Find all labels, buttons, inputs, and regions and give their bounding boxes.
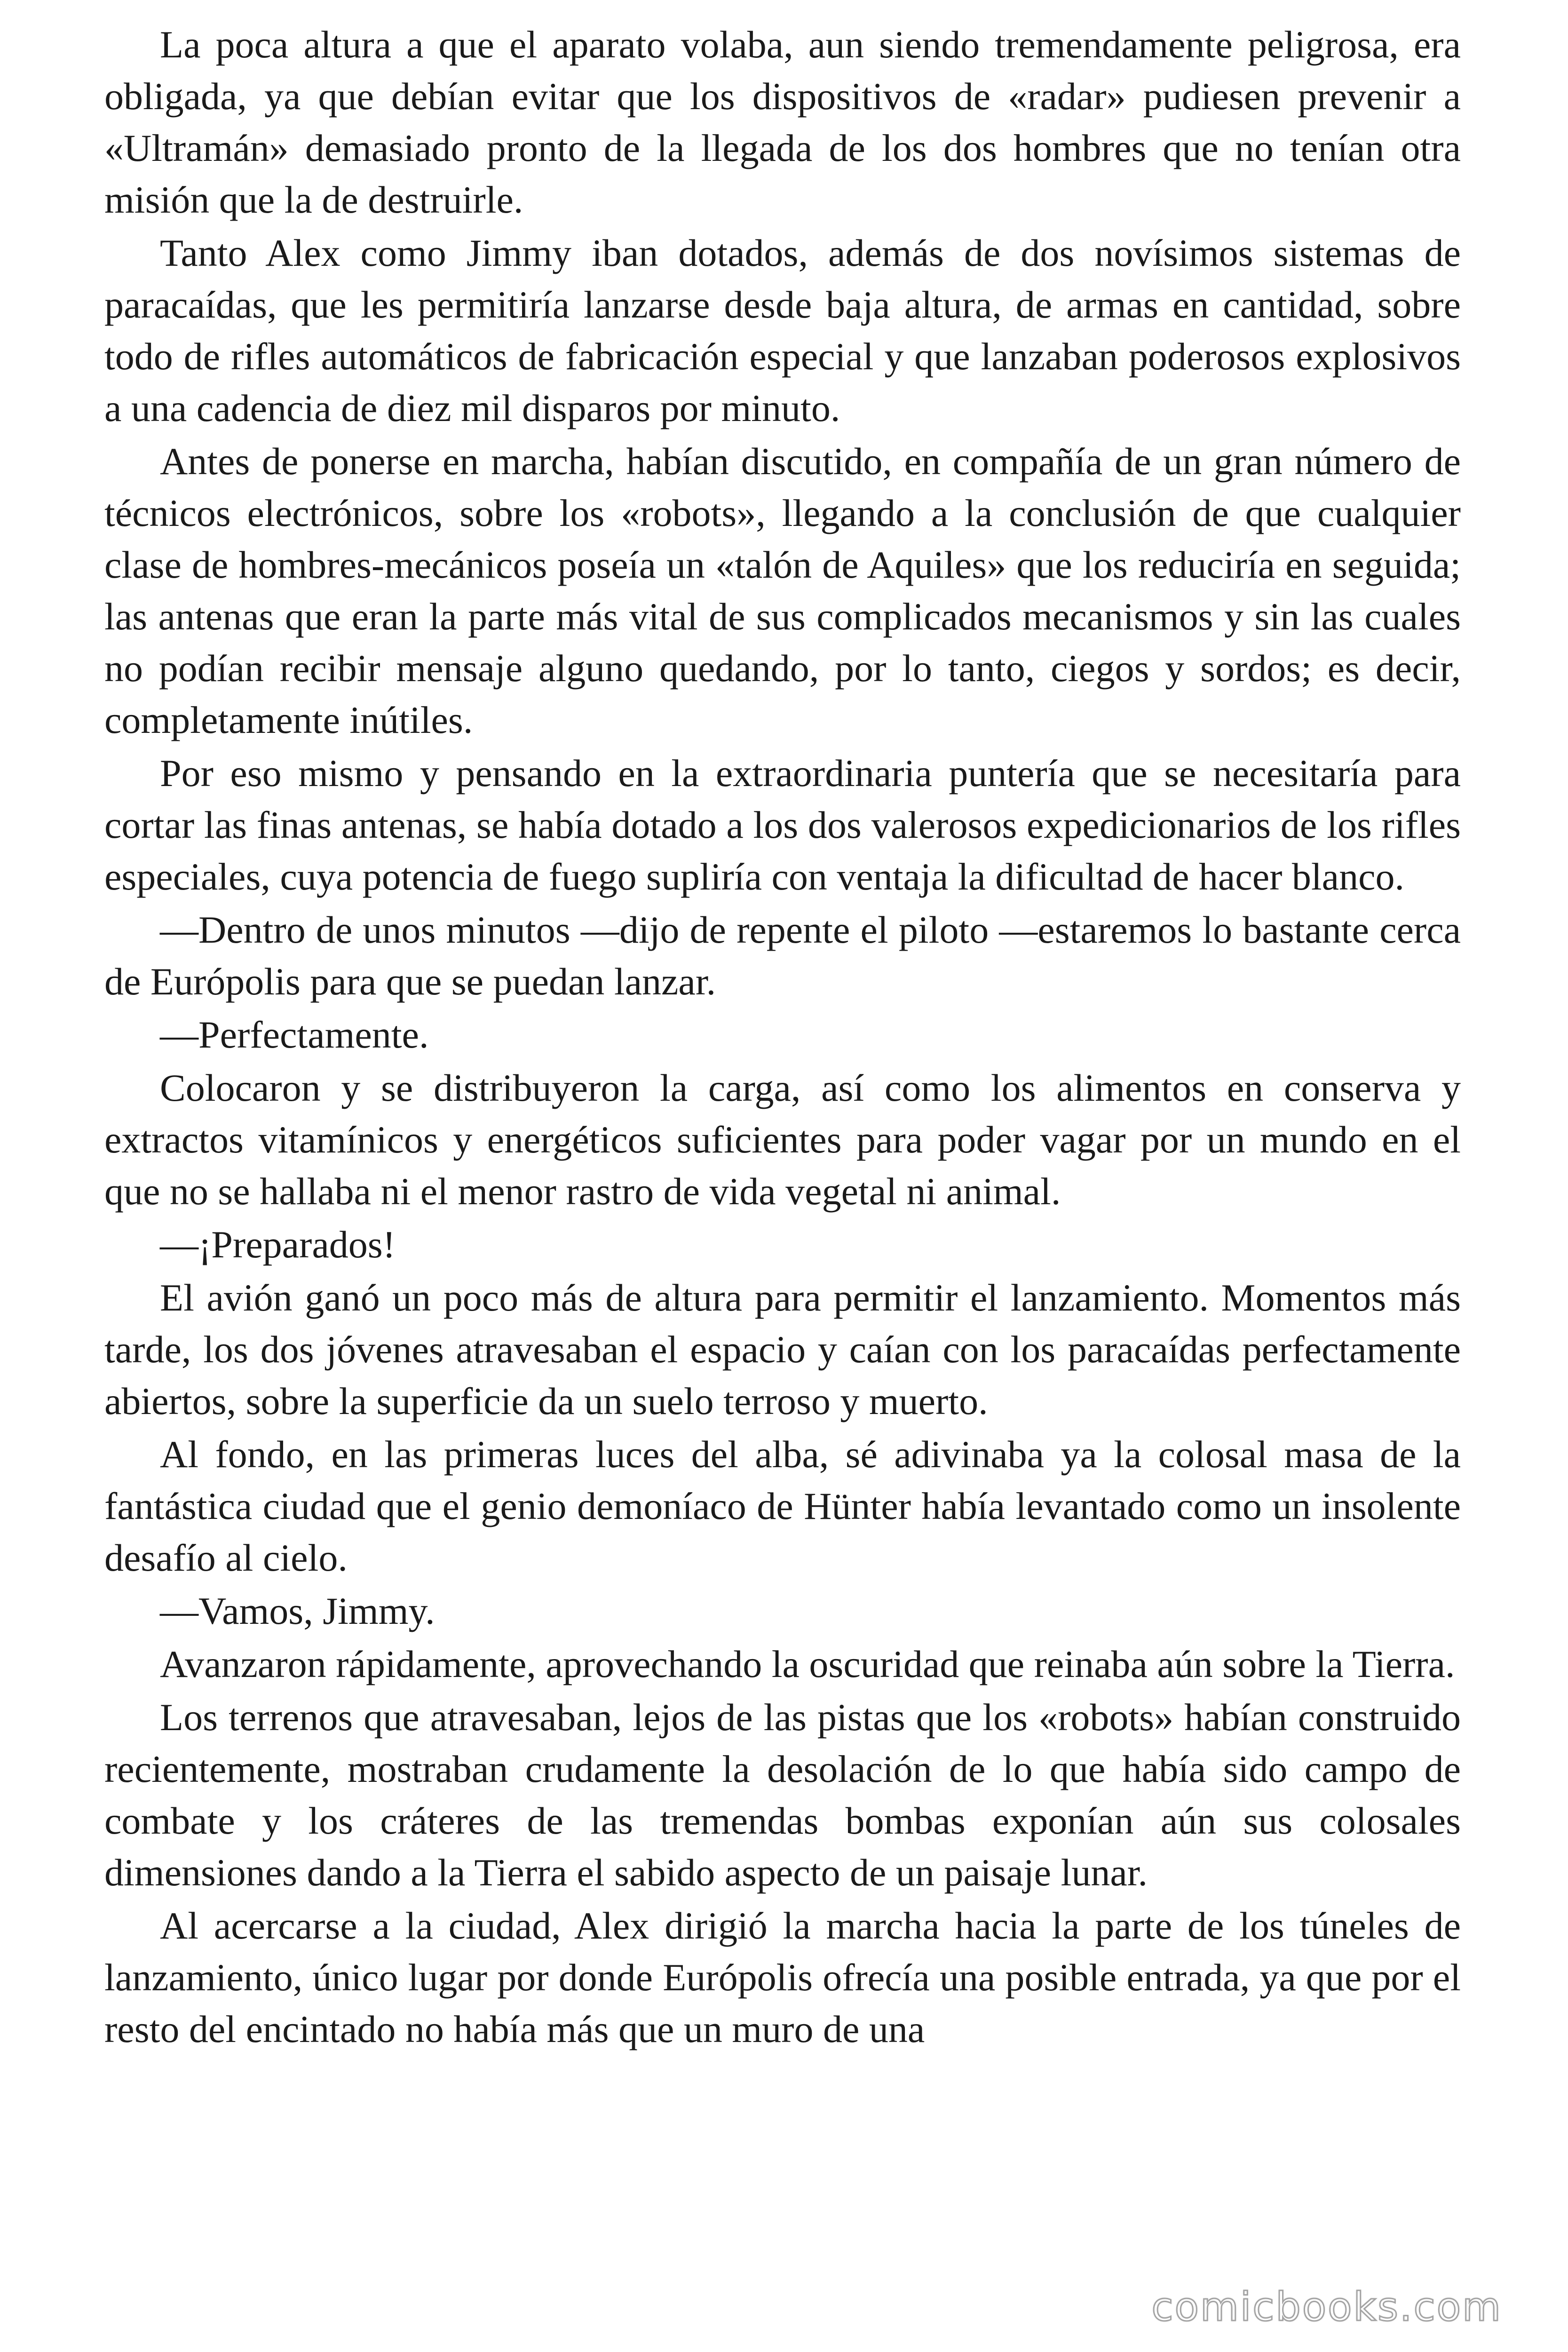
paragraph-5: —Dentro de unos minutos —dijo de repente el piloto —estaremos lo bastante cerca de Európolis para que se puedan lanzar. xyxy=(104,908,1461,1003)
paragraph-6: —Perfectamente. xyxy=(160,1013,429,1056)
paragraph-10: Al fondo, en las primeras luces del alba, sé adivinaba ya la colosal masa de la fantástica ciudad que el genio demoníaco de Hünter había levantado como un insolente desafío al cielo. xyxy=(104,1433,1461,1579)
paragraph-9: El avión ganó un poco más de altura para permitir el lanzamiento. Momentos más tarde, los dos jóvenes atravesaban el espacio y caían con los paracaídas perfectamente abiertos, sobre la superficie da un suelo terroso y muerto. xyxy=(104,1276,1461,1422)
paragraph-11: —Vamos, Jimmy. xyxy=(160,1589,435,1632)
paragraph-12: Avanzaron rápidamente, aprovechando la oscuridad que reinaba aún sobre la Tierra. xyxy=(160,1643,1455,1685)
paragraph-4: Por eso mismo y pensando en la extraordinaria puntería que se necesitaría para cortar las finas antenas, se había dotado a los dos valerosos expedicionarios de los rifles especiales, cuya potencia de fuego supliría con ventaja la dificultad de hacer blanco. xyxy=(104,752,1461,898)
watermark: comicbooks.com xyxy=(1151,2284,1502,2330)
paragraph-1: La poca altura a que el aparato volaba, aun siendo tremendamente peligrosa, era obligada, ya que debían evitar que los dispositivos de «radar» pudiesen prevenir a «Ultramán» demasiado pronto de la llegada de los dos hombres que no tenían otra misión que la de destruirle. xyxy=(104,23,1461,221)
paragraph-8: —¡Preparados! xyxy=(160,1223,396,1266)
paragraph-2: Tanto Alex como Jimmy iban dotados, además de dos novísimos sistemas de paracaídas, que les permitiría lanzarse desde baja altura, de armas en cantidad, sobre todo de rifles automáticos de fabricación especial y que lanzaban poderosos explosivos a una cadencia de diez mil disparos por minuto. xyxy=(104,231,1461,429)
paragraph-14: Al acercarse a la ciudad, Alex dirigió la marcha hacia la parte de los túneles de lanzamiento, único lugar por donde Európolis ofrecía una posible entrada, ya que por el resto del encintado no había más que un muro de una xyxy=(104,1904,1461,2050)
paragraph-7: Colocaron y se distribuyeron la carga, así como los alimentos en conserva y extractos vitamínicos y energéticos suficientes para poder vagar por un mundo en el que no se hallaba ni el menor rastro de vida vegetal ni animal. xyxy=(104,1066,1461,1213)
paragraph-13: Los terrenos que atravesaban, lejos de las pistas que los «robots» habían construido recientemente, mostraban crudamente la desolación de lo que había sido campo de combate y los cráteres de las tremendas bombas exponían aún sus colosales dimensiones dando a la Tierra el sabido aspecto de un paisaje lunar. xyxy=(104,1696,1461,1894)
document-page xyxy=(104,19,1461,2057)
paragraph-3: Antes de ponerse en marcha, habían discutido, en compañía de un gran número de técnicos electrónicos, sobre los «robots», llegando a la conclusión de que cualquier clase de hombres-mecánicos poseía un «talón de Aquiles» que los reduciría en seguida; las antenas que eran la parte más vital de sus complicados mecanismos y sin las cuales no podían recibir mensaje alguno quedando, por lo tanto, ciegos y sordos; es decir, completamente inútiles. xyxy=(104,440,1461,741)
